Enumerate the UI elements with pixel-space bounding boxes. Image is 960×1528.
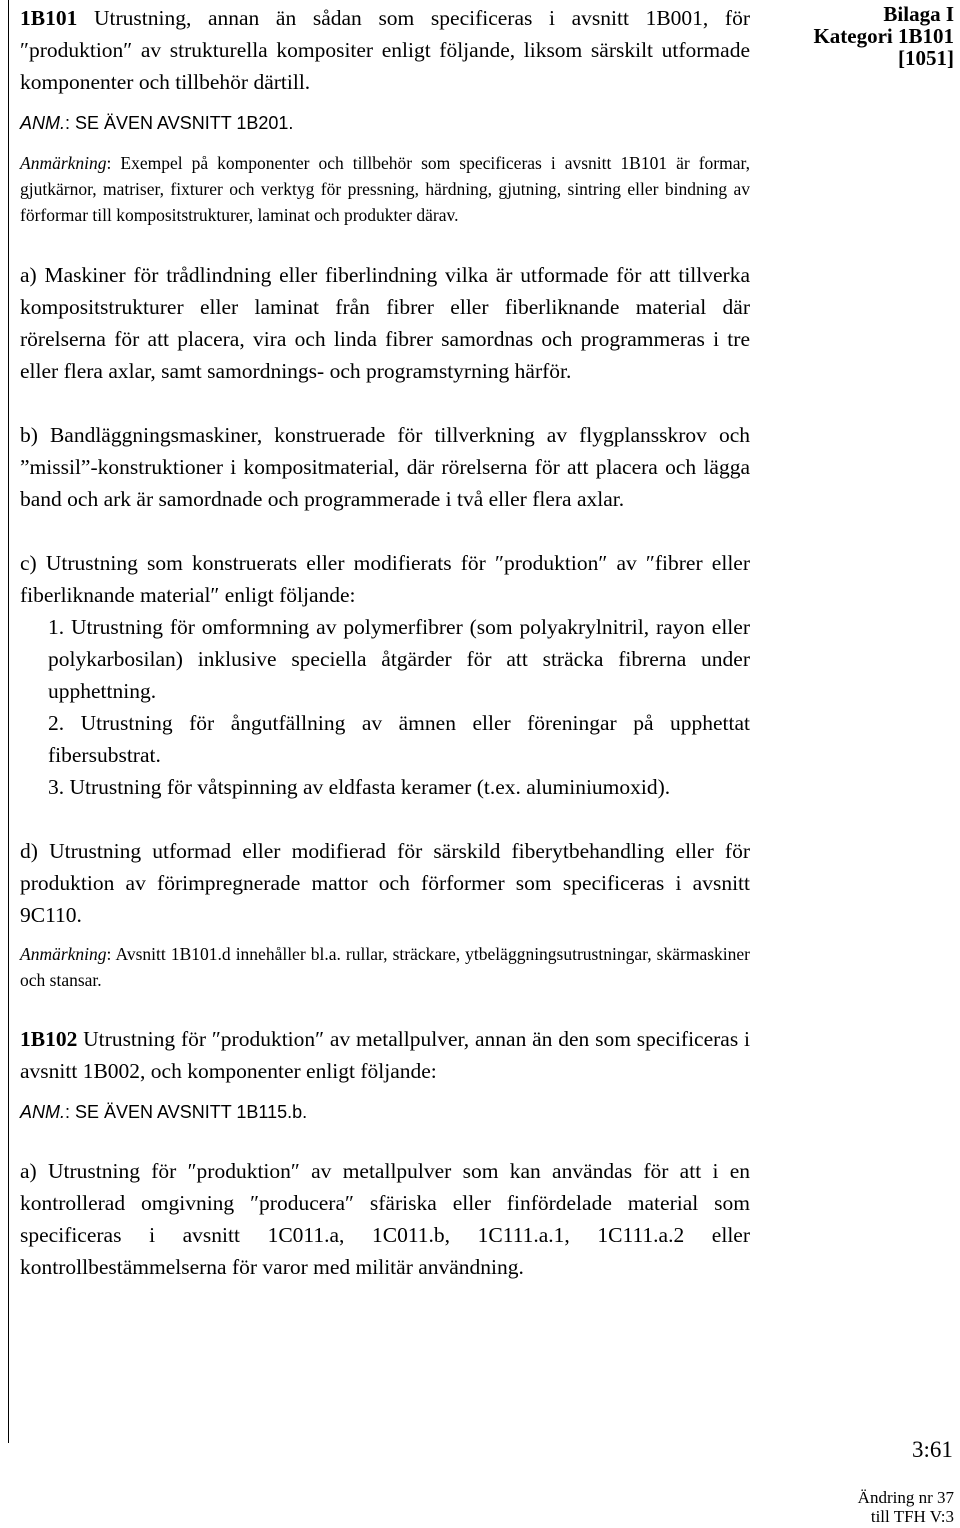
section-1b101-heading bbox=[20, 2, 750, 98]
cross-reference-note-1b102 bbox=[20, 1099, 750, 1125]
item-b: b) Bandläggningsmaskiner, konstruerade för tillverkning av flygplansskrov och ”missil”-konstruktioner i kompositmaterial, där rörelserna för att placera och lägga band och ark är samordnade och programmerade i två eller flera axlar. bbox=[20, 423, 750, 511]
anm-label: ANM. bbox=[20, 113, 65, 133]
item-c-1-text: 1. Utrustning för omformning av polymerfibrer (som polyakrylnitril, rayon eller polykarbosilan) inklusive speciella åtgärder för att sträcka fibrerna under upphettning. bbox=[48, 615, 750, 703]
item-c-3-text: 3. Utrustning för våtspinning av eldfasta keramer (t.ex. aluminiumoxid). bbox=[48, 775, 671, 799]
anm-label: ANM. bbox=[20, 1102, 65, 1122]
section-text: Utrustning, annan än sådan som specificeras i avsnitt 1B001, för ″produktion″ av strukturella kompositer enligt följande, liksom särskilt utformade komponenter och tillbehör därtill. bbox=[20, 6, 751, 94]
item-c-2-text: 2. Utrustning för ångutfällning av ämnen eller föreningar på upphettat fibersubstrat. bbox=[48, 711, 750, 767]
amendment-number: Ändring nr 37 bbox=[857, 1488, 954, 1507]
document-body bbox=[20, 2, 750, 1283]
left-margin-rule bbox=[8, 0, 9, 1443]
remark-1b101 bbox=[20, 150, 750, 228]
section-code: 1B102 bbox=[20, 1027, 78, 1051]
amendment-note bbox=[858, 1488, 954, 1526]
section-code: 1B101 bbox=[20, 6, 78, 30]
anm-text: : SE ÄVEN AVSNITT 1B201. bbox=[65, 113, 294, 133]
remark-label: Anmärkning bbox=[20, 153, 107, 173]
remark-d-label: Anmärkning bbox=[20, 944, 107, 964]
item-c-2 bbox=[20, 707, 750, 771]
header-category: Kategori 1B101 bbox=[813, 24, 954, 48]
cross-reference-note bbox=[20, 110, 750, 136]
remark-text: : Exempel på komponenter och tillbehör som specificeras i avsnitt 1B101 är formar, gjutkärnor, matriser, fixturer och verktyg för pressning, härdning, gjutning, sintring eller bindning av förformar till kompositstrukturer, laminat och produkter därav. bbox=[20, 153, 750, 225]
section-text: Utrustning för ″produktion″ av metallpulver, annan än den som specificeras i avsnitt 1B002, och komponenter enligt följande: bbox=[20, 1027, 750, 1083]
item-a: a) Maskiner för trådlindning eller fiberlindning vilka är utformade för att tillverka kompositstrukturer eller laminat från fibrer eller fiberliknande material där rörelserna för att placera, vira och linda fibrer samordnas och programmeras i tre eller flera axlar, samt samordnings- och programstyrning härför. bbox=[20, 263, 750, 383]
anm-text: : SE ÄVEN AVSNITT 1B115.b. bbox=[65, 1102, 308, 1122]
header-annex: Bilaga I bbox=[883, 2, 954, 26]
item-d: d) Utrustning utformad eller modifierad för särskild fiberytbehandling eller för produktion av förimpregnerade mattor och förformer som specificeras i avsnitt 9C110. bbox=[20, 839, 750, 927]
amendment-target: till TFH V:3 bbox=[870, 1507, 954, 1526]
item-c-1 bbox=[20, 611, 750, 707]
page-number: 3:61 bbox=[912, 1437, 953, 1462]
item-1b102-a: a) Utrustning för ″produktion″ av metallpulver som kan användas för att i en kontrollerad omgivning ″producera″ sfäriska eller finfördelade material som specificeras i avsnitt 1C011.a, 1C011.b, 1C111.a.1, 1C111.a.2 eller kontrollbestämmelserna för varor med militär användning. bbox=[20, 1159, 750, 1279]
header-number: [1051] bbox=[898, 46, 954, 70]
remark-d-text: : Avsnitt 1B101.d innehåller bl.a. rullar, sträckare, ytbeläggningsutrustningar, skärmaskiner och stansar. bbox=[20, 944, 750, 990]
section-1b102-heading bbox=[20, 1023, 750, 1087]
remark-item-d bbox=[20, 941, 750, 993]
page-header bbox=[813, 3, 954, 69]
item-c: c) Utrustning som konstruerats eller modifierats för ″produktion″ av ″fibrer eller fiberliknande material″ enligt följande: bbox=[20, 551, 750, 607]
item-c-3 bbox=[20, 771, 750, 803]
